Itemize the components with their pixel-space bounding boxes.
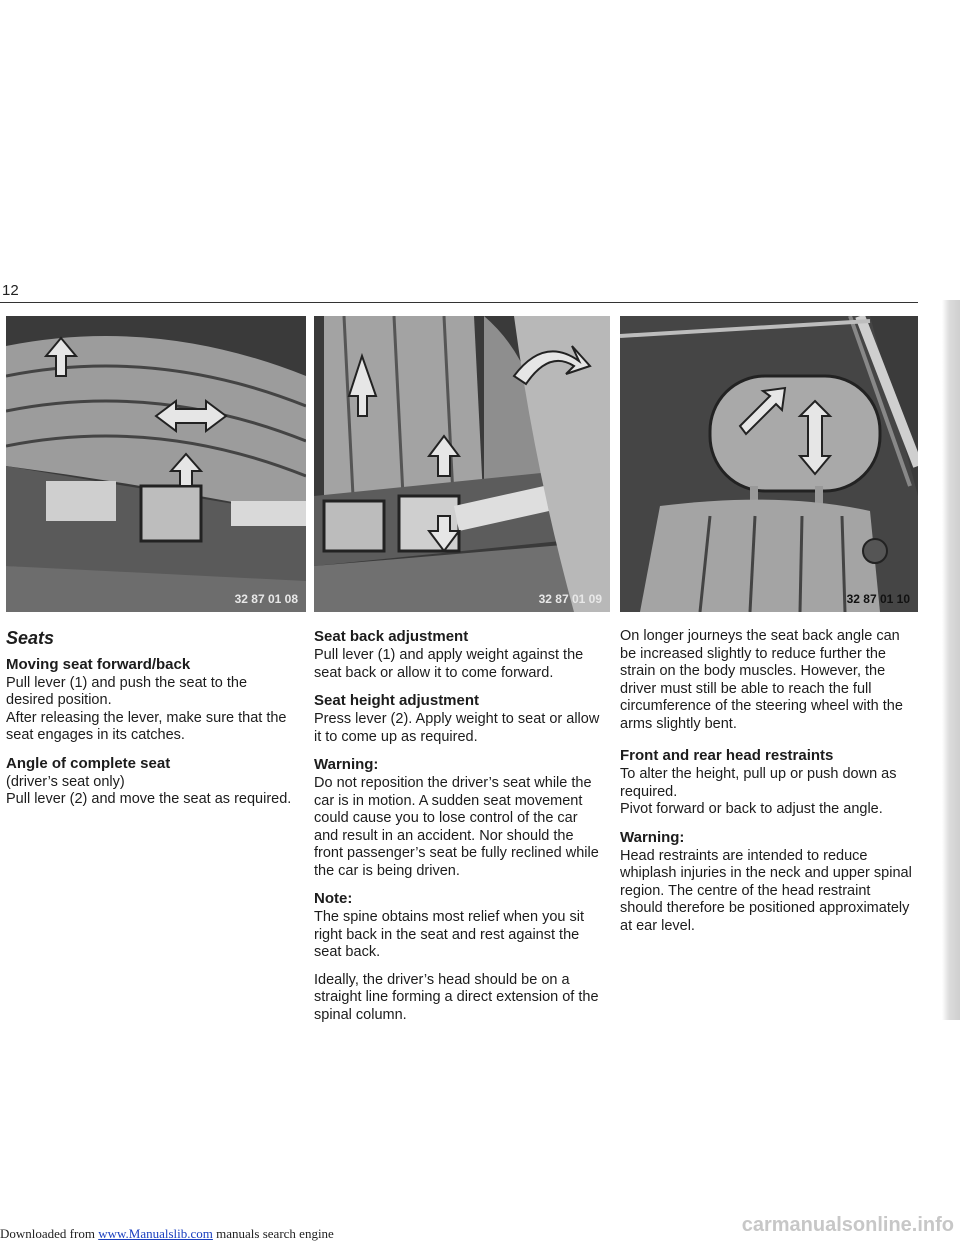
seat-base-illustration: [6, 316, 306, 612]
figure-code: 32 87 01 08: [234, 592, 298, 606]
footer-suffix: manuals search engine: [216, 1226, 334, 1241]
column-head-restraints: [620, 628, 912, 935]
figure-code: 32 87 01 09: [538, 592, 602, 606]
note-heading: Note:: [314, 890, 353, 907]
subheading-seat-back: Seat back adjustment: [314, 628, 469, 645]
paragraph: Pull lever (2) and move the seat as required.: [6, 791, 292, 807]
paragraph: After releasing the lever, make sure that the seat engages in its catches.: [6, 709, 287, 743]
head-restraint-illustration: [620, 316, 918, 612]
watermark: carmanualsonline.info: [741, 1214, 954, 1236]
warning-heading: Warning:: [620, 828, 685, 846]
paragraph: Pull lever (1) and push the seat to the desired position.: [6, 674, 248, 708]
paragraph: Ideally, the driver’s head should be on a straight line forming a direct extension of the spinal column.: [314, 971, 599, 1023]
paragraph: Head restraints are intended to reduce whiplash injuries in the neck and upper spinal region. The centre of the head restraint should therefore be positioned approximately at ear level.: [620, 847, 912, 934]
manualslib-link[interactable]: www.Manualslib.com: [98, 1226, 213, 1241]
paragraph: Press lever (2). Apply weight to seat or allow it to come up as required.: [314, 711, 600, 745]
paragraph: Pivot forward or back to adjust the angle.: [620, 801, 883, 817]
page-edge-shadow: [942, 300, 960, 1020]
figure-head-restraint: [620, 316, 918, 612]
figure-seat-forward-back: [6, 316, 306, 612]
page-number: 12: [2, 282, 19, 299]
column-seats: [6, 628, 296, 809]
seat-back-illustration: [314, 316, 610, 612]
subheading-head-restraints: Front and rear head restraints: [620, 747, 834, 764]
figure-seat-back-height: [314, 316, 610, 612]
paragraph: The spine obtains most relief when you sit right back in the seat and rest against the seat back.: [314, 909, 584, 960]
footer-prefix: Downloaded from: [0, 1226, 95, 1241]
paragraph: On longer journeys the seat back angle can be increased slightly to reduce further the strain on the body muscles. However, the driver must still be able to reach the full circumference of the steering wheel with the arms slightly bent.: [620, 628, 903, 732]
column-seat-back: [314, 628, 604, 1024]
paragraph: Do not reposition the driver’s seat while the car is in motion. A sudden seat movement could cause you to lose control of the car and result in an accident. Nor should the front passenger’s seat be fully reclined while the car is being driven.: [314, 775, 599, 879]
header-rule: [0, 302, 918, 303]
paragraph: To alter the height, pull up or push down as required.: [620, 766, 897, 800]
figure-code: 32 87 01 10: [846, 592, 910, 606]
paragraph: (driver’s seat only): [6, 773, 125, 790]
subheading-moving-seat: Moving seat forward/back: [6, 655, 191, 673]
warning-heading: Warning:: [314, 756, 379, 773]
footer-source: [0, 1226, 334, 1242]
paragraph: Pull lever (1) and apply weight against the seat back or allow it to come forward.: [314, 647, 584, 681]
subheading-seat-height: Seat height adjustment: [314, 692, 480, 709]
section-title: Seats: [6, 628, 55, 648]
subheading-angle-seat: Angle of complete seat: [6, 754, 171, 772]
